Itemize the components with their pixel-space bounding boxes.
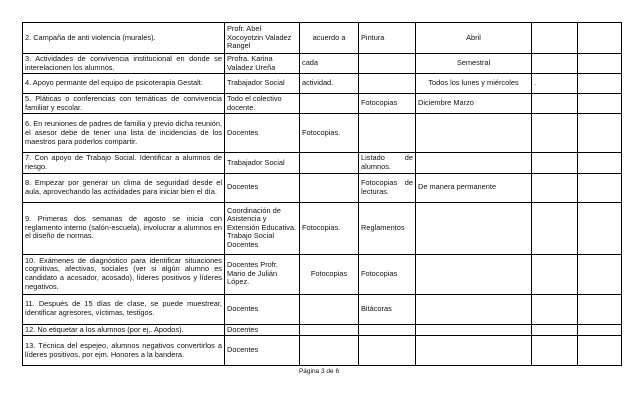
extra-cell: [532, 336, 578, 366]
table-row: [23, 114, 622, 153]
extra-cell: [578, 173, 622, 202]
activity-cell: 2. Campaña de anti violencia (murales).: [23, 23, 225, 54]
material-cell: [359, 54, 416, 74]
extra-cell: [578, 202, 622, 254]
activity-cell: 10. Exámenes de diagnóstico para identificar situaciones cognitivas, afectivas, sociales (ver si algún alumno es candidato a acosador, acosado), líderes positivos y líderes negativos.: [23, 254, 225, 294]
responsible-cell: Docentes: [225, 324, 300, 336]
responsible-cell: Docentes: [225, 336, 300, 366]
extra-cell: [578, 94, 622, 114]
table-row: [23, 294, 622, 324]
activity-cell: 13. Técnica del espejeo, alumnos negativos convertirlos a líderes positivos, por ejm. Honores a la bandera.: [23, 336, 225, 366]
responsible-cell: Trabajador Social: [225, 153, 300, 173]
activity-cell: 11. Después de 15 días de clase, se puede muestrear, identificar agresores, víctimas, testigos.: [23, 294, 225, 324]
extra-cell: .: [532, 74, 578, 94]
activity-cell: 4. Apoyo permante del equipo de psicoterapia Gestalt.: [23, 74, 225, 94]
date-cell: Todos los lunes y miércoles: [416, 74, 532, 94]
date-cell: Diciembre Marzo: [416, 94, 532, 114]
extra-cell: [532, 94, 578, 114]
activity-cell: 6. En reuniones de padres de familia y previo dicha reunión, el asesor debe de tener una lista de incidencias de los maestros para poderlos compartir.: [23, 114, 225, 153]
material-cell: [359, 114, 416, 153]
resource-cell: Fotocopias.: [300, 202, 359, 254]
extra-cell: [578, 114, 622, 153]
table-row: [23, 94, 622, 114]
date-cell: Abril: [416, 23, 532, 54]
material-cell: Reglamentos: [359, 202, 416, 254]
extra-cell: [578, 254, 622, 294]
material-cell: [359, 74, 416, 94]
activity-cell: 5. Pláticas o conferencias con temáticas de convivencia familiar y escolar.: [23, 94, 225, 114]
extra-cell: [578, 23, 622, 54]
resource-cell: [300, 336, 359, 366]
responsible-cell: Coordinación de Asistencia y Extensión Educativa. Trabajo Social Docentes: [225, 202, 300, 254]
material-cell: Fotocopias de lecturas.: [359, 173, 416, 202]
resource-cell: [300, 294, 359, 324]
extra-cell: [578, 324, 622, 336]
extra-cell: [578, 153, 622, 173]
resource-cell: cada: [300, 54, 359, 74]
responsible-cell: Docentes: [225, 173, 300, 202]
extra-cell: [532, 202, 578, 254]
date-cell: [416, 336, 532, 366]
table-row: [23, 74, 622, 94]
table-row: [23, 254, 622, 294]
date-cell: [416, 114, 532, 153]
date-cell: [416, 324, 532, 336]
material-cell: [359, 336, 416, 366]
activity-cell: 3. Actividades de convivencia institucional en donde se interelacionen los alumnos.: [23, 54, 225, 74]
responsible-cell: Docentes Profr. Mario de Julián López.: [225, 254, 300, 294]
table-row: [23, 324, 622, 336]
activity-cell: 8. Empezar por generar un clima de seguridad desde el aula, aprovechando las actividades para iniciar bien el día.: [23, 173, 225, 202]
table-row: [23, 153, 622, 173]
extra-cell: [578, 54, 622, 74]
resource-cell: [300, 173, 359, 202]
extra-cell: [532, 254, 578, 294]
activity-cell: 9. Primeras dos semanas de agosto se inicia con reglamento interno (salón-escuela), involucrar a alumnos en el diseño de normas.: [23, 202, 225, 254]
table-row: [23, 336, 622, 366]
material-cell: Listado de alumnos.: [359, 153, 416, 173]
responsible-cell: Todo el colectivo docente.: [225, 94, 300, 114]
date-cell: De manera permanente: [416, 173, 532, 202]
resource-cell: [300, 153, 359, 173]
resource-cell: [300, 94, 359, 114]
extra-cell: [532, 23, 578, 54]
resource-cell: Fotocopias.: [300, 114, 359, 153]
material-cell: Bitácoras: [359, 294, 416, 324]
responsible-cell: Profr. Abel Xocoyotzin Valadez Rangel: [225, 23, 300, 54]
date-cell: Semestral: [416, 54, 532, 74]
extra-cell: [532, 173, 578, 202]
extra-cell: [532, 153, 578, 173]
activity-cell: 7. Con apoyo de Trabajo Social. Identificar a alumnos de riesgo.: [23, 153, 225, 173]
extra-cell: [578, 336, 622, 366]
resource-cell: [300, 324, 359, 336]
extra-cell: [578, 74, 622, 94]
responsible-cell: Docentes: [225, 294, 300, 324]
responsible-cell: Profra. Karina Valadez Ureña: [225, 54, 300, 74]
table-row: [23, 202, 622, 254]
activity-table: [22, 22, 622, 366]
responsible-cell: Trabajador Social: [225, 74, 300, 94]
table-row: [23, 54, 622, 74]
extra-cell: [578, 294, 622, 324]
resource-cell: acuerdo a: [300, 23, 359, 54]
activity-cell: 12. No etiquetar a los alumnos (por ej,. Apodos).: [23, 324, 225, 336]
table-row: [23, 23, 622, 54]
date-cell: [416, 202, 532, 254]
date-cell: [416, 254, 532, 294]
material-cell: Fotocopias: [359, 254, 416, 294]
material-cell: Pintura: [359, 23, 416, 54]
resource-cell: actividad.: [300, 74, 359, 94]
responsible-cell: Docentes: [225, 114, 300, 153]
extra-cell: [532, 114, 578, 153]
extra-cell: [532, 324, 578, 336]
material-cell: [359, 324, 416, 336]
material-cell: Fotocopias: [359, 94, 416, 114]
table-row: [23, 173, 622, 202]
date-cell: [416, 294, 532, 324]
extra-cell: [532, 294, 578, 324]
date-cell: [416, 153, 532, 173]
page-footer: Página 3 de 6: [298, 368, 340, 375]
resource-cell: Fotocopias: [300, 254, 359, 294]
extra-cell: [532, 54, 578, 74]
